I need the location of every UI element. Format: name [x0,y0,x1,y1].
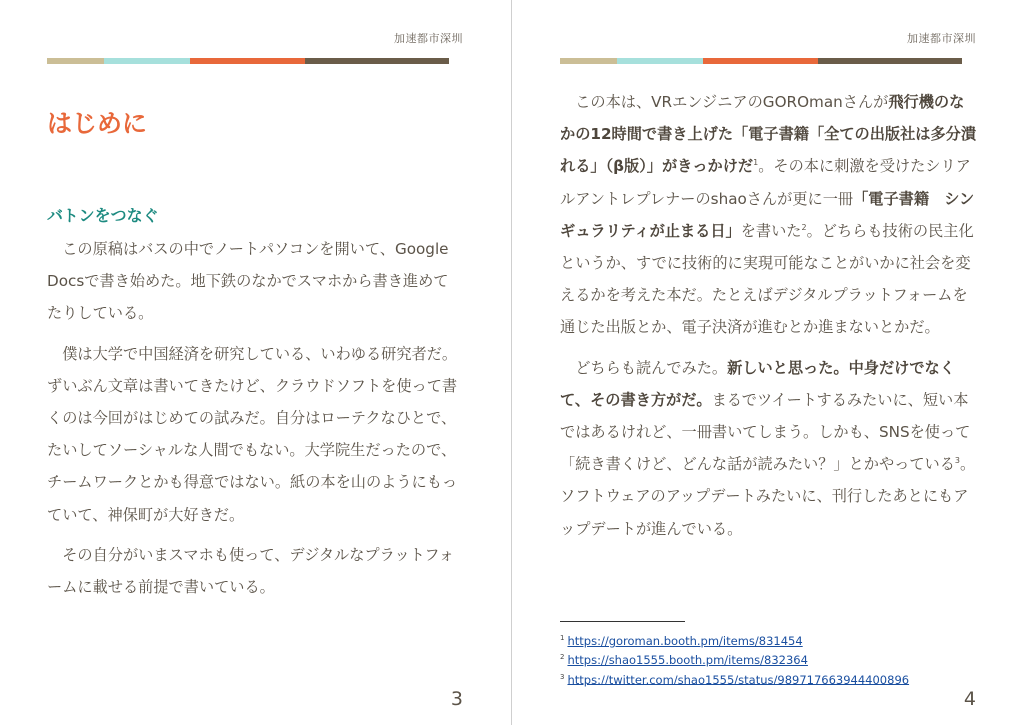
footnote-divider [560,621,685,622]
left-page [0,0,511,725]
text-run: 。ソフトウェアのアップデートみたいに、刊行したあとにもアップデートが進んでいる。 [560,455,976,538]
text-run: まるでツイートするみたいに、短い本ではあるけれど、一冊書いてしまう。しかも、SNSを使って「続き書くけど、どんな話が読みたい？」とかやっている [560,390,971,474]
footnotes [560,630,909,688]
footnote-ref[interactable]: 2 [801,222,807,232]
page-number: 4 [963,688,976,710]
footnote-ref[interactable]: 1 [753,158,759,168]
paragraph: 僕は大学で中国経済を研究している、いわゆる研究者だ。ずいぶん文章は書いてきたけど、クラウドソフトを使って書くのは今回がはじめての試みだ。自分はローテクなひとで、たいしてソーシャルな人間でもない。大学院生だったので、チームワークとかも得意ではない。紙の本を山のようにもっていて、神保町が大好きだ。 [47,344,458,524]
footnote-item [560,669,909,688]
footnote-link[interactable]: https://shao1555.booth.pm/items/832364 [567,653,808,668]
stripe-segment [617,58,703,64]
stripe-segment [190,58,305,64]
stripe-segment [305,58,449,64]
running-head: 加速都市深圳 [394,32,463,45]
stripe-segment [818,58,962,64]
page-number: 3 [450,688,463,710]
text-run: 。どちらも技術の民主化というか、すでに技術的に実現可能なことがいかに社会を変えるかを考えた本だ。たとえばデジタルプラットフォームを通じた出版とか、電子決済が進むとか進まないとかだ。 [560,221,974,337]
footnote-item [560,649,909,668]
stripe-segment [47,58,104,64]
body-text [560,86,978,553]
section-heading: バトンをつなぐ [47,206,159,225]
chapter-title: はじめに [47,109,148,138]
right-page [513,0,1024,725]
paragraph: この原稿はバスの中でノートパソコンを開いて、Google Docsで書き始めた。地下鉄のなかでスマホから書き進めてたりしている。 [47,240,449,323]
body-text [47,233,463,611]
footnote-number: 2 [560,653,565,662]
paragraph: その自分がいまスマホも使って、デジタルなプラットフォームに載せる前提で書いている。 [47,545,455,597]
footnote-item [560,630,909,649]
text-run: どちらも読んでみた。 [575,358,728,377]
page-gutter [511,0,512,725]
text-run: 。その本に刺激を受けたシリアルアントレプレナーのshaoさんが更に一冊 [560,157,971,208]
footnote-link[interactable]: https://twitter.com/shao1555/status/989717663944400896 [567,672,910,687]
text-run: この本は、VRエンジニアのGOROmanさんが [575,93,889,111]
footnote-number: 1 [560,634,565,642]
color-stripe [47,58,449,64]
color-stripe [560,58,962,64]
stripe-segment [703,58,818,64]
bold-text: 飛行機のなかの12時間で書き上げた「電子書籍「全ての出版社は多分潰れる」（β版）」がきっかけだ [560,93,977,176]
paragraph [560,86,978,344]
bold-text: 「電子書籍 シンギュラリティが止まる日」 [560,189,975,240]
running-head: 加速都市深圳 [907,32,976,45]
text-run: を書いた [740,221,802,240]
footnote-number: 3 [560,672,565,681]
stripe-segment [560,58,617,64]
paragraph [560,352,978,545]
footnote-ref[interactable]: 3 [954,456,960,466]
bold-text: 新しいと思った。中身だけでなくて、その書き方がだ。 [560,358,955,409]
footnote-link[interactable]: https://goroman.booth.pm/items/831454 [567,633,803,648]
stripe-segment [104,58,190,64]
